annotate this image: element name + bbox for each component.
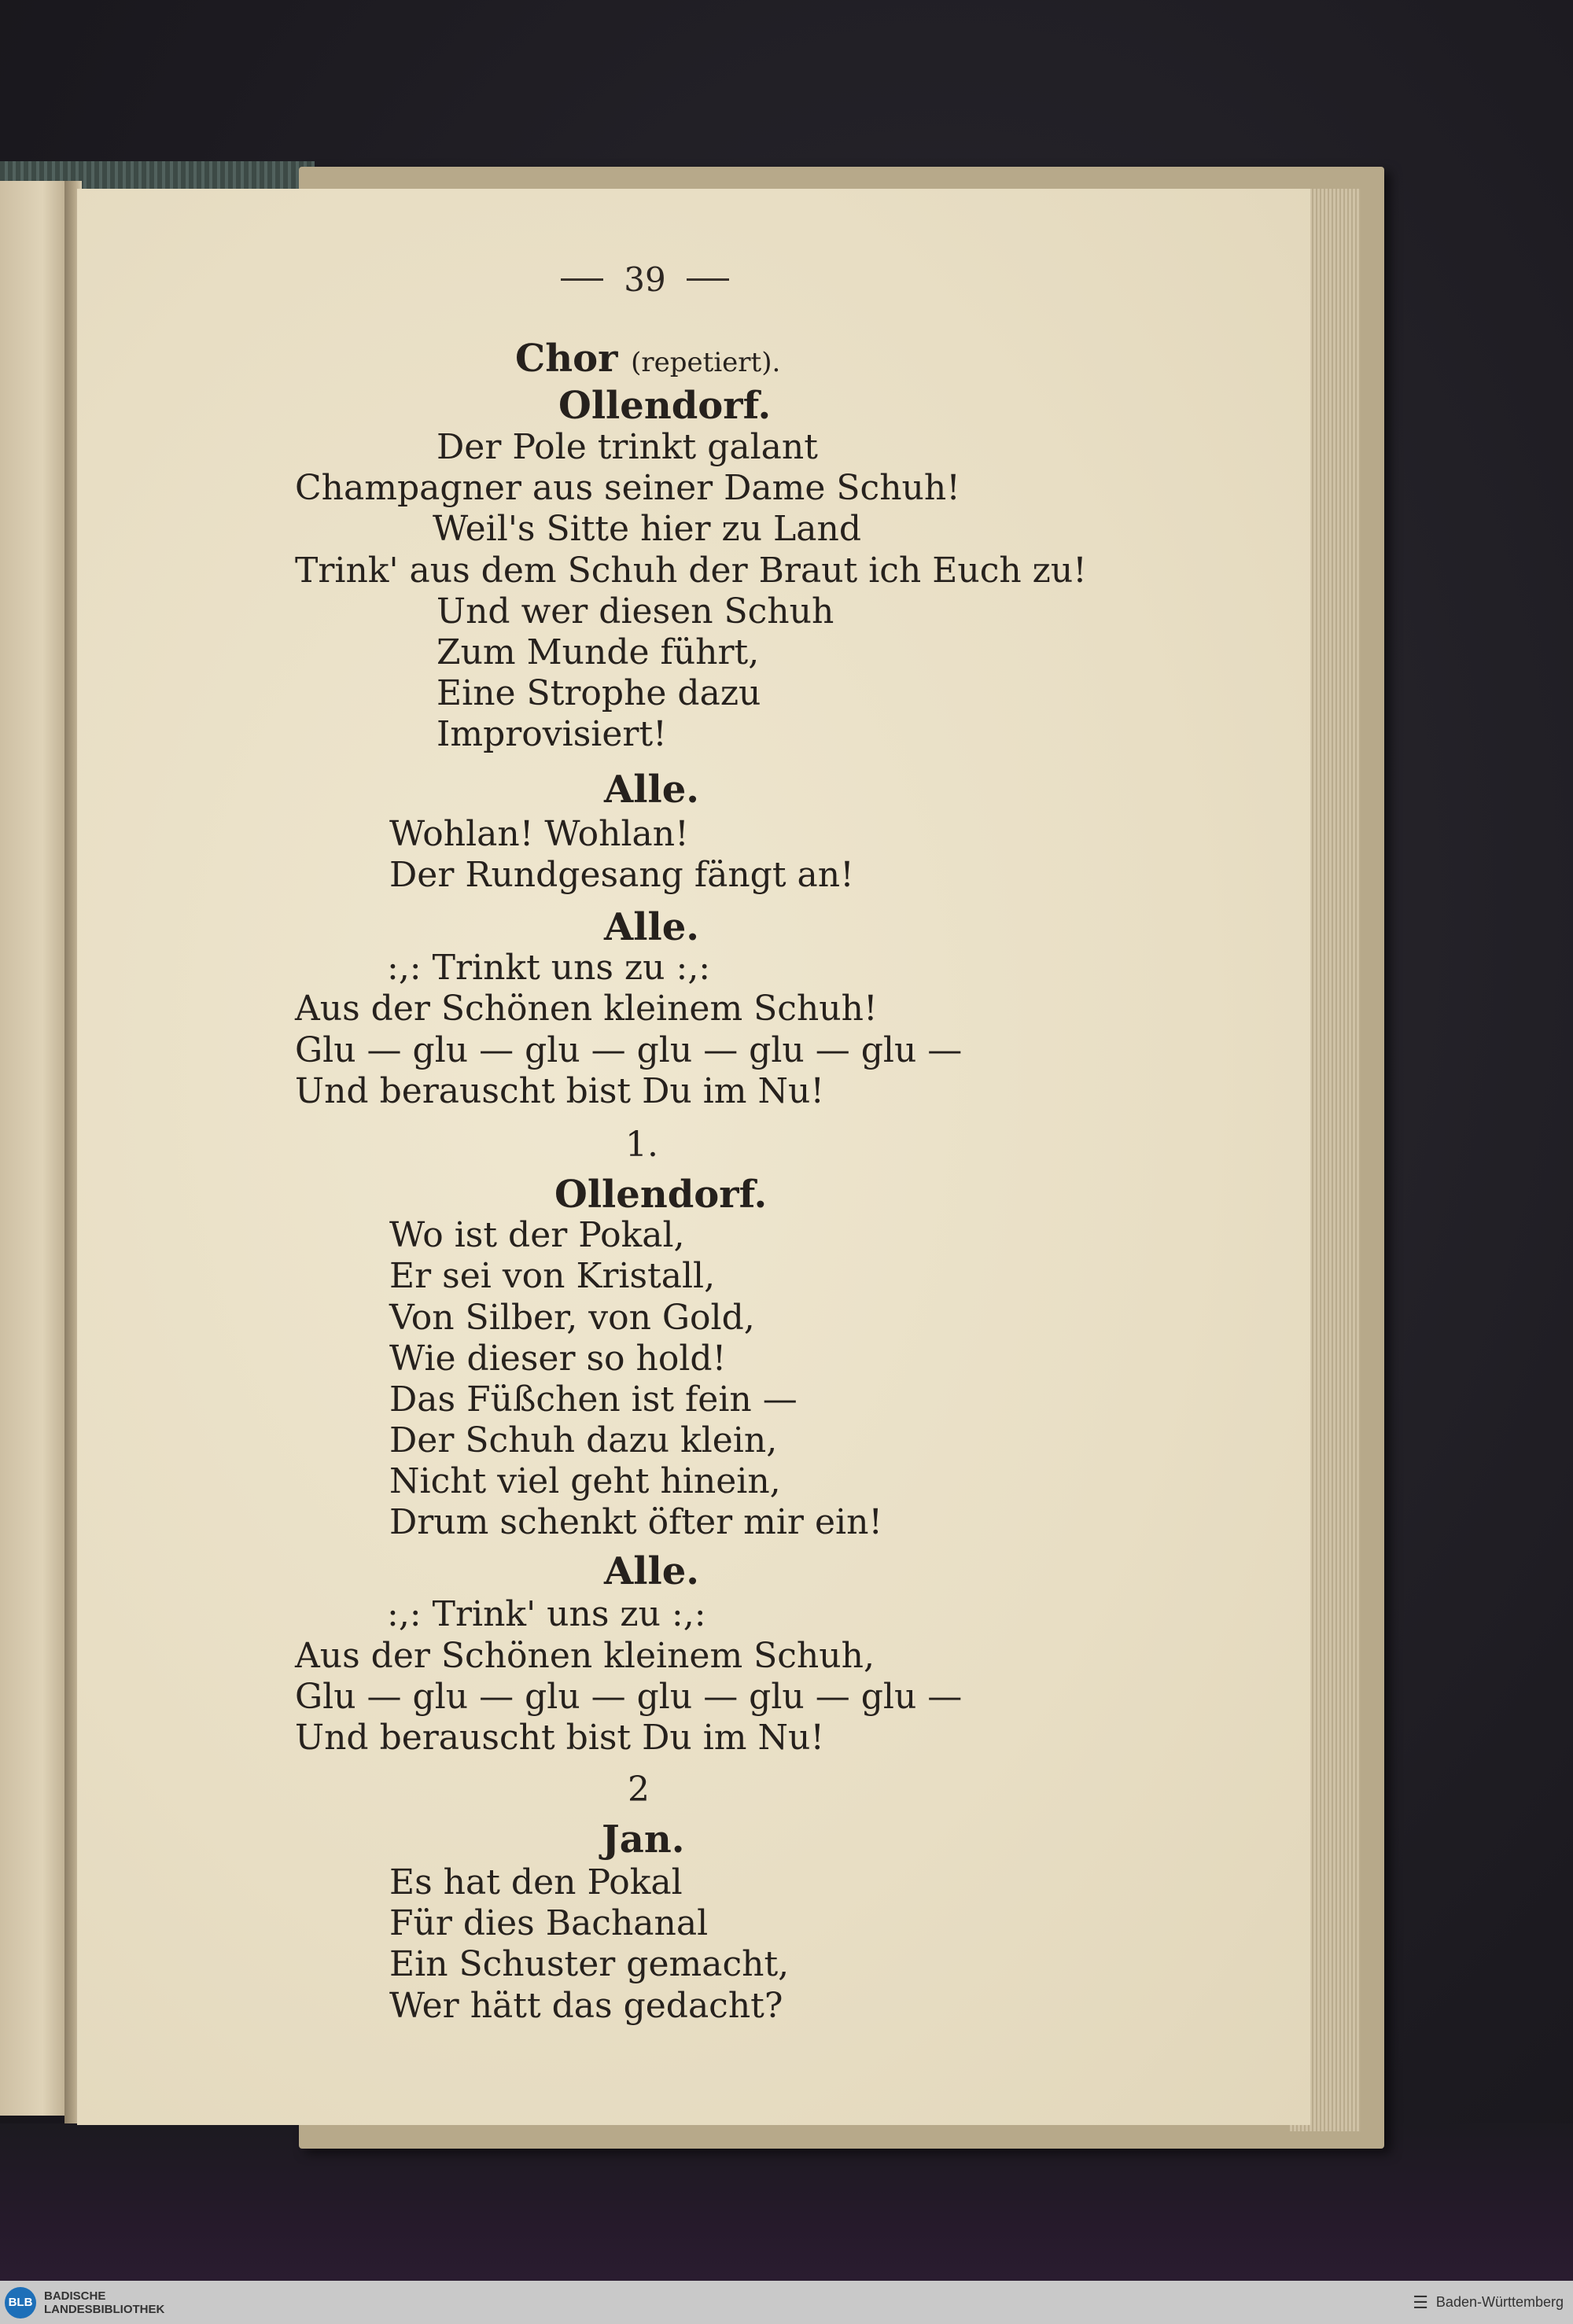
dash-left <box>561 278 603 281</box>
bw-name: Baden-Württemberg <box>1435 2294 1564 2310</box>
verse-line: Eine Strophe dazu <box>437 673 761 713</box>
chor-heading <box>515 338 780 383</box>
stanza-number: 2 <box>628 1770 650 1810</box>
verse-line: Weil's Sitte hier zu Land <box>433 509 862 549</box>
speaker-heading: Jan. <box>602 1818 685 1862</box>
verse-line: Glu — glu — glu — glu — glu — glu — <box>295 1677 963 1717</box>
blb-line1: BADISCHE <box>44 2289 106 2303</box>
chor-heading-title: Chor <box>515 337 618 381</box>
verse-line: Aus der Schönen kleinem Schuh! <box>295 989 878 1029</box>
verse-line: Wie dieser so hold! <box>389 1339 727 1379</box>
verse-line: Und wer diesen Schuh <box>437 591 834 632</box>
blb-line2: LANDESBIBLIOTHEK <box>44 2302 165 2316</box>
verse-line: Improvisiert! <box>437 714 667 754</box>
blb-logo: BLB <box>5 2287 36 2318</box>
speaker-heading: Alle. <box>604 768 699 812</box>
verse-line: Der Pole trinkt galant <box>437 427 818 467</box>
bw-brand <box>1413 2293 1573 2313</box>
verse-line: Er sei von Kristall, <box>389 1256 716 1296</box>
blb-name <box>44 2289 164 2316</box>
dash-right <box>687 278 729 281</box>
left-page-edge <box>0 181 71 2116</box>
verse-line: Das Füßchen ist fein — <box>389 1379 798 1420</box>
verse-line: Champagner aus seiner Dame Schuh! <box>295 468 960 508</box>
verse-line: :,: Trink' uns zu :,: <box>387 1594 706 1634</box>
verse-line: Für dies Bachanal <box>389 1903 709 1943</box>
verse-line: :,: Trinkt uns zu :,: <box>387 948 711 988</box>
verse-line: Glu — glu — glu — glu — glu — glu — <box>295 1030 963 1070</box>
verse-line: Ein Schuster gemacht, <box>389 1944 790 1984</box>
verse-line: Wohlan! Wohlan! <box>389 814 689 854</box>
verse-line: Der Rundgesang fängt an! <box>389 855 854 895</box>
verse-line: Und berauscht bist Du im Nu! <box>295 1071 824 1111</box>
verse-line: Trink' aus dem Schuh der Braut ich Euch zu! <box>295 551 1087 591</box>
stanza-number: 1. <box>625 1125 658 1165</box>
verse-line: Der Schuh dazu klein, <box>389 1420 778 1460</box>
verse-line: Es hat den Pokal <box>389 1862 683 1902</box>
chor-heading-note: (repetiert). <box>631 347 781 378</box>
lion-crest-icon: ☰ <box>1413 2292 1428 2312</box>
page-number <box>535 260 755 299</box>
footer-bar <box>0 2281 1573 2324</box>
verse-line: Und berauscht bist Du im Nu! <box>295 1718 824 1758</box>
verse-line: Von Silber, von Gold, <box>389 1298 755 1338</box>
blb-brand <box>0 2287 164 2318</box>
speaker-heading: Alle. <box>604 905 699 949</box>
speaker-heading: Ollendorf. <box>554 1173 768 1217</box>
speaker-heading: Alle. <box>604 1549 699 1593</box>
page-number-text: 39 <box>624 260 666 299</box>
verse-line: Aus der Schönen kleinem Schuh, <box>295 1636 875 1676</box>
speaker-heading: Ollendorf. <box>558 384 772 428</box>
verse-line: Wer hätt das gedacht? <box>389 1986 783 2026</box>
verse-line: Nicht viel geht hinein, <box>389 1461 781 1501</box>
verse-line: Wo ist der Pokal, <box>389 1215 685 1255</box>
verse-line: Zum Munde führt, <box>437 632 760 672</box>
verse-line: Drum schenkt öfter mir ein! <box>389 1502 883 1542</box>
